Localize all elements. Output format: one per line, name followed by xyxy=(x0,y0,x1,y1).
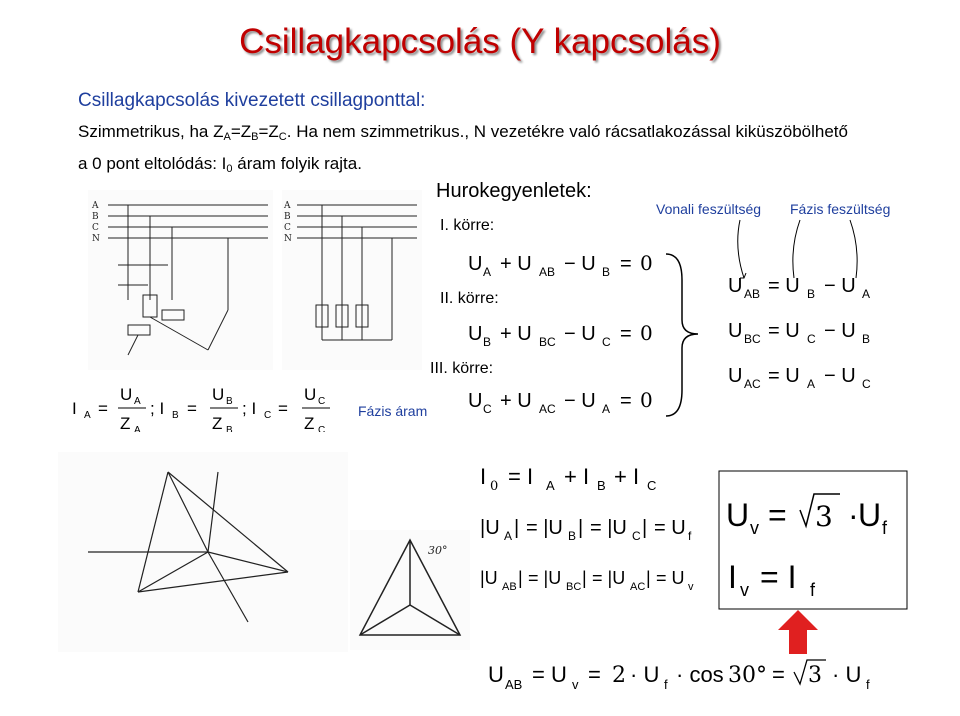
svg-text:0: 0 xyxy=(490,479,499,494)
svg-text:= |U: = |U xyxy=(592,568,626,588)
svg-text:2: 2 xyxy=(612,663,626,688)
loop-equation-2 xyxy=(468,318,668,352)
svg-text:=: = xyxy=(187,399,197,418)
svg-text:=: = xyxy=(620,390,632,412)
svg-text:AC: AC xyxy=(539,402,556,416)
svg-text:v: v xyxy=(572,677,579,692)
svg-text:C: C xyxy=(807,332,816,346)
svg-text:U: U xyxy=(728,365,743,387)
svg-text:|U: |U xyxy=(480,517,500,539)
star-circuit-diagram-1 xyxy=(88,190,273,370)
slide-subtitle: Csillagkapcsolás kivezetett csillagponttal: xyxy=(78,90,426,111)
svg-text:= U: = U xyxy=(768,320,800,342)
loop-3-label: III. körre: xyxy=(430,360,494,377)
svg-text:=: = xyxy=(588,662,601,687)
svg-text:= U: = U xyxy=(656,568,685,588)
star-circuit-diagram-2 xyxy=(282,190,422,370)
svg-text:BC: BC xyxy=(744,332,761,346)
svg-text:v: v xyxy=(688,581,694,593)
svg-text:30°: 30° xyxy=(728,663,767,688)
shift-text: a 0 pont eltolódás: I0 áram folyik rajta. xyxy=(78,154,362,175)
svg-text:U: U xyxy=(488,662,504,687)
svg-text:Z: Z xyxy=(212,414,223,432)
svg-text:B: B xyxy=(568,529,577,543)
svg-text:A: A xyxy=(546,478,555,493)
current-sum-equation xyxy=(480,460,680,496)
svg-text:A: A xyxy=(134,425,141,432)
svg-text:C: C xyxy=(318,396,326,407)
svg-text:; I: ; I xyxy=(150,399,165,418)
svg-text:− U: − U xyxy=(824,275,856,297)
loop-equation-3 xyxy=(468,385,668,419)
svg-text:A: A xyxy=(134,396,141,407)
svg-text:− U: − U xyxy=(564,323,596,345)
svg-text:Z: Z xyxy=(120,414,131,432)
phasor-triangle-diagram xyxy=(350,530,470,650)
phase-current-formulas xyxy=(72,382,352,432)
svg-text:B: B xyxy=(602,265,611,279)
svg-text:|: | xyxy=(646,568,651,588)
svg-text:C: C xyxy=(602,335,611,349)
svg-text:C: C xyxy=(483,402,492,416)
svg-text:U: U xyxy=(468,323,483,345)
svg-text:C: C xyxy=(862,377,871,391)
line-label-b: B xyxy=(92,212,99,222)
loop-heading: Hurokegyenletek: xyxy=(436,180,592,202)
svg-text:AC: AC xyxy=(744,377,761,391)
svg-text:= U: = U xyxy=(532,662,567,687)
line-voltage-equations xyxy=(728,270,928,400)
phase-voltage-magnitudes xyxy=(480,512,710,548)
svg-text:=: = xyxy=(772,662,785,687)
svg-text:A: A xyxy=(862,287,871,301)
svg-text:=: = xyxy=(768,497,787,533)
svg-text:B: B xyxy=(483,335,492,349)
svg-text:+ U: + U xyxy=(500,390,532,412)
svg-text:AB: AB xyxy=(502,581,517,593)
svg-text:+ U: + U xyxy=(500,253,532,275)
svg-text:B: B xyxy=(807,287,816,301)
svg-text:B: B xyxy=(597,478,606,493)
svg-text:=: = xyxy=(278,399,288,418)
loop-2-label: II. körre: xyxy=(440,290,499,307)
svg-text:U: U xyxy=(728,320,743,342)
line-label-c: C xyxy=(92,223,99,233)
svg-text:U: U xyxy=(468,390,483,412)
phasor-diagram-1 xyxy=(58,452,348,652)
right-brace xyxy=(662,250,702,420)
line-label-n-2: N xyxy=(284,234,292,244)
svg-text:|: | xyxy=(518,568,523,588)
svg-text:3: 3 xyxy=(808,663,822,688)
svg-text:U: U xyxy=(212,385,225,404)
svg-text:AB: AB xyxy=(539,265,556,279)
svg-text:I: I xyxy=(72,399,77,418)
svg-text:AC: AC xyxy=(630,581,646,593)
svg-text:B: B xyxy=(226,425,233,432)
svg-text:B: B xyxy=(862,332,871,346)
svg-text:f: f xyxy=(810,580,816,600)
svg-text:= U: = U xyxy=(768,275,800,297)
svg-text:= |U: = |U xyxy=(526,517,563,539)
svg-text:v: v xyxy=(740,580,749,600)
svg-text:|U: |U xyxy=(480,568,498,588)
svg-text:A: A xyxy=(807,377,816,391)
svg-text:Z: Z xyxy=(304,414,315,432)
svg-text:A: A xyxy=(602,402,611,416)
svg-text:0: 0 xyxy=(640,251,653,275)
svg-text:U: U xyxy=(858,497,882,533)
svg-text:f: f xyxy=(866,677,870,692)
line-label-c-2: C xyxy=(284,223,291,233)
svg-text:= |U: = |U xyxy=(528,568,562,588)
svg-text:A: A xyxy=(84,410,91,421)
svg-text:; I: ; I xyxy=(242,399,257,418)
svg-text:|: | xyxy=(642,517,648,539)
svg-text:0: 0 xyxy=(640,388,653,412)
svg-text:U: U xyxy=(726,497,750,533)
svg-text:· cos: · cos xyxy=(676,662,724,687)
svg-text:B: B xyxy=(226,396,233,407)
svg-text:I: I xyxy=(480,464,487,489)
svg-text:f: f xyxy=(664,677,668,692)
svg-text:f: f xyxy=(688,529,692,543)
bottom-equation xyxy=(488,652,888,700)
line-label-a-2: A xyxy=(284,201,291,211)
svg-text:·: · xyxy=(848,497,859,533)
svg-text:= I: = I xyxy=(760,559,797,595)
svg-text:= I: = I xyxy=(508,464,534,489)
svg-text:BC: BC xyxy=(566,581,582,593)
svg-text:BC: BC xyxy=(539,335,556,349)
svg-text:=: = xyxy=(98,399,108,418)
svg-text:· U: · U xyxy=(630,662,660,687)
svg-text:|: | xyxy=(582,568,587,588)
svg-text:|: | xyxy=(578,517,584,539)
svg-text:= U: = U xyxy=(654,517,686,539)
big-equations-box xyxy=(718,470,908,610)
angle-label: 30° xyxy=(428,544,448,557)
svg-text:= U: = U xyxy=(768,365,800,387)
svg-text:I: I xyxy=(728,559,737,595)
svg-text:f: f xyxy=(882,518,888,538)
svg-text:C: C xyxy=(632,529,641,543)
svg-text:− U: − U xyxy=(824,320,856,342)
svg-text:+ I: + I xyxy=(564,464,590,489)
symmetry-text: Szimmetrikus, ha ZA=ZB=ZC. Ha nem szimmetrikus., N vezetékre való rácsatlakozással kiküszöbölhető xyxy=(78,122,848,143)
svg-text:A: A xyxy=(504,529,513,543)
loop-equation-1 xyxy=(468,248,668,282)
phase-voltage-label: Fázis feszültség xyxy=(790,201,891,217)
loop-1-label: I. körre: xyxy=(440,217,495,234)
svg-text:v: v xyxy=(750,518,759,538)
svg-text:0: 0 xyxy=(640,321,653,345)
svg-text:− U: − U xyxy=(824,365,856,387)
svg-text:A: A xyxy=(483,265,492,279)
svg-text:C: C xyxy=(264,410,272,421)
svg-text:+ U: + U xyxy=(500,323,532,345)
line-voltage-magnitudes xyxy=(480,562,710,598)
line-label-b-2: B xyxy=(284,212,291,222)
phase-current-label: Fázis áram xyxy=(358,403,428,419)
line-label-n: N xyxy=(92,234,100,244)
line-label-a: A xyxy=(92,201,99,211)
svg-text:|: | xyxy=(514,517,520,539)
svg-text:3: 3 xyxy=(815,500,833,533)
svg-text:=: = xyxy=(620,253,632,275)
svg-text:B: B xyxy=(172,410,179,421)
svg-text:AB: AB xyxy=(744,287,761,301)
svg-text:· U: · U xyxy=(832,662,862,687)
svg-text:U: U xyxy=(728,275,743,297)
svg-text:U: U xyxy=(468,253,483,275)
phase-current-svg xyxy=(72,382,352,432)
svg-text:U: U xyxy=(304,385,317,404)
svg-text:C: C xyxy=(647,478,657,493)
svg-text:+ I: + I xyxy=(614,464,640,489)
red-up-arrow xyxy=(776,608,820,656)
svg-text:=: = xyxy=(620,323,632,345)
svg-text:− U: − U xyxy=(564,253,596,275)
line-voltage-label: Vonali feszültség xyxy=(656,201,762,217)
slide-title: Csillagkapcsolás (Y kapcsolás) xyxy=(239,22,721,61)
svg-text:C: C xyxy=(318,425,326,432)
svg-text:= |U: = |U xyxy=(590,517,627,539)
svg-text:U: U xyxy=(120,385,133,404)
svg-text:− U: − U xyxy=(564,390,596,412)
svg-text:AB: AB xyxy=(505,677,523,692)
